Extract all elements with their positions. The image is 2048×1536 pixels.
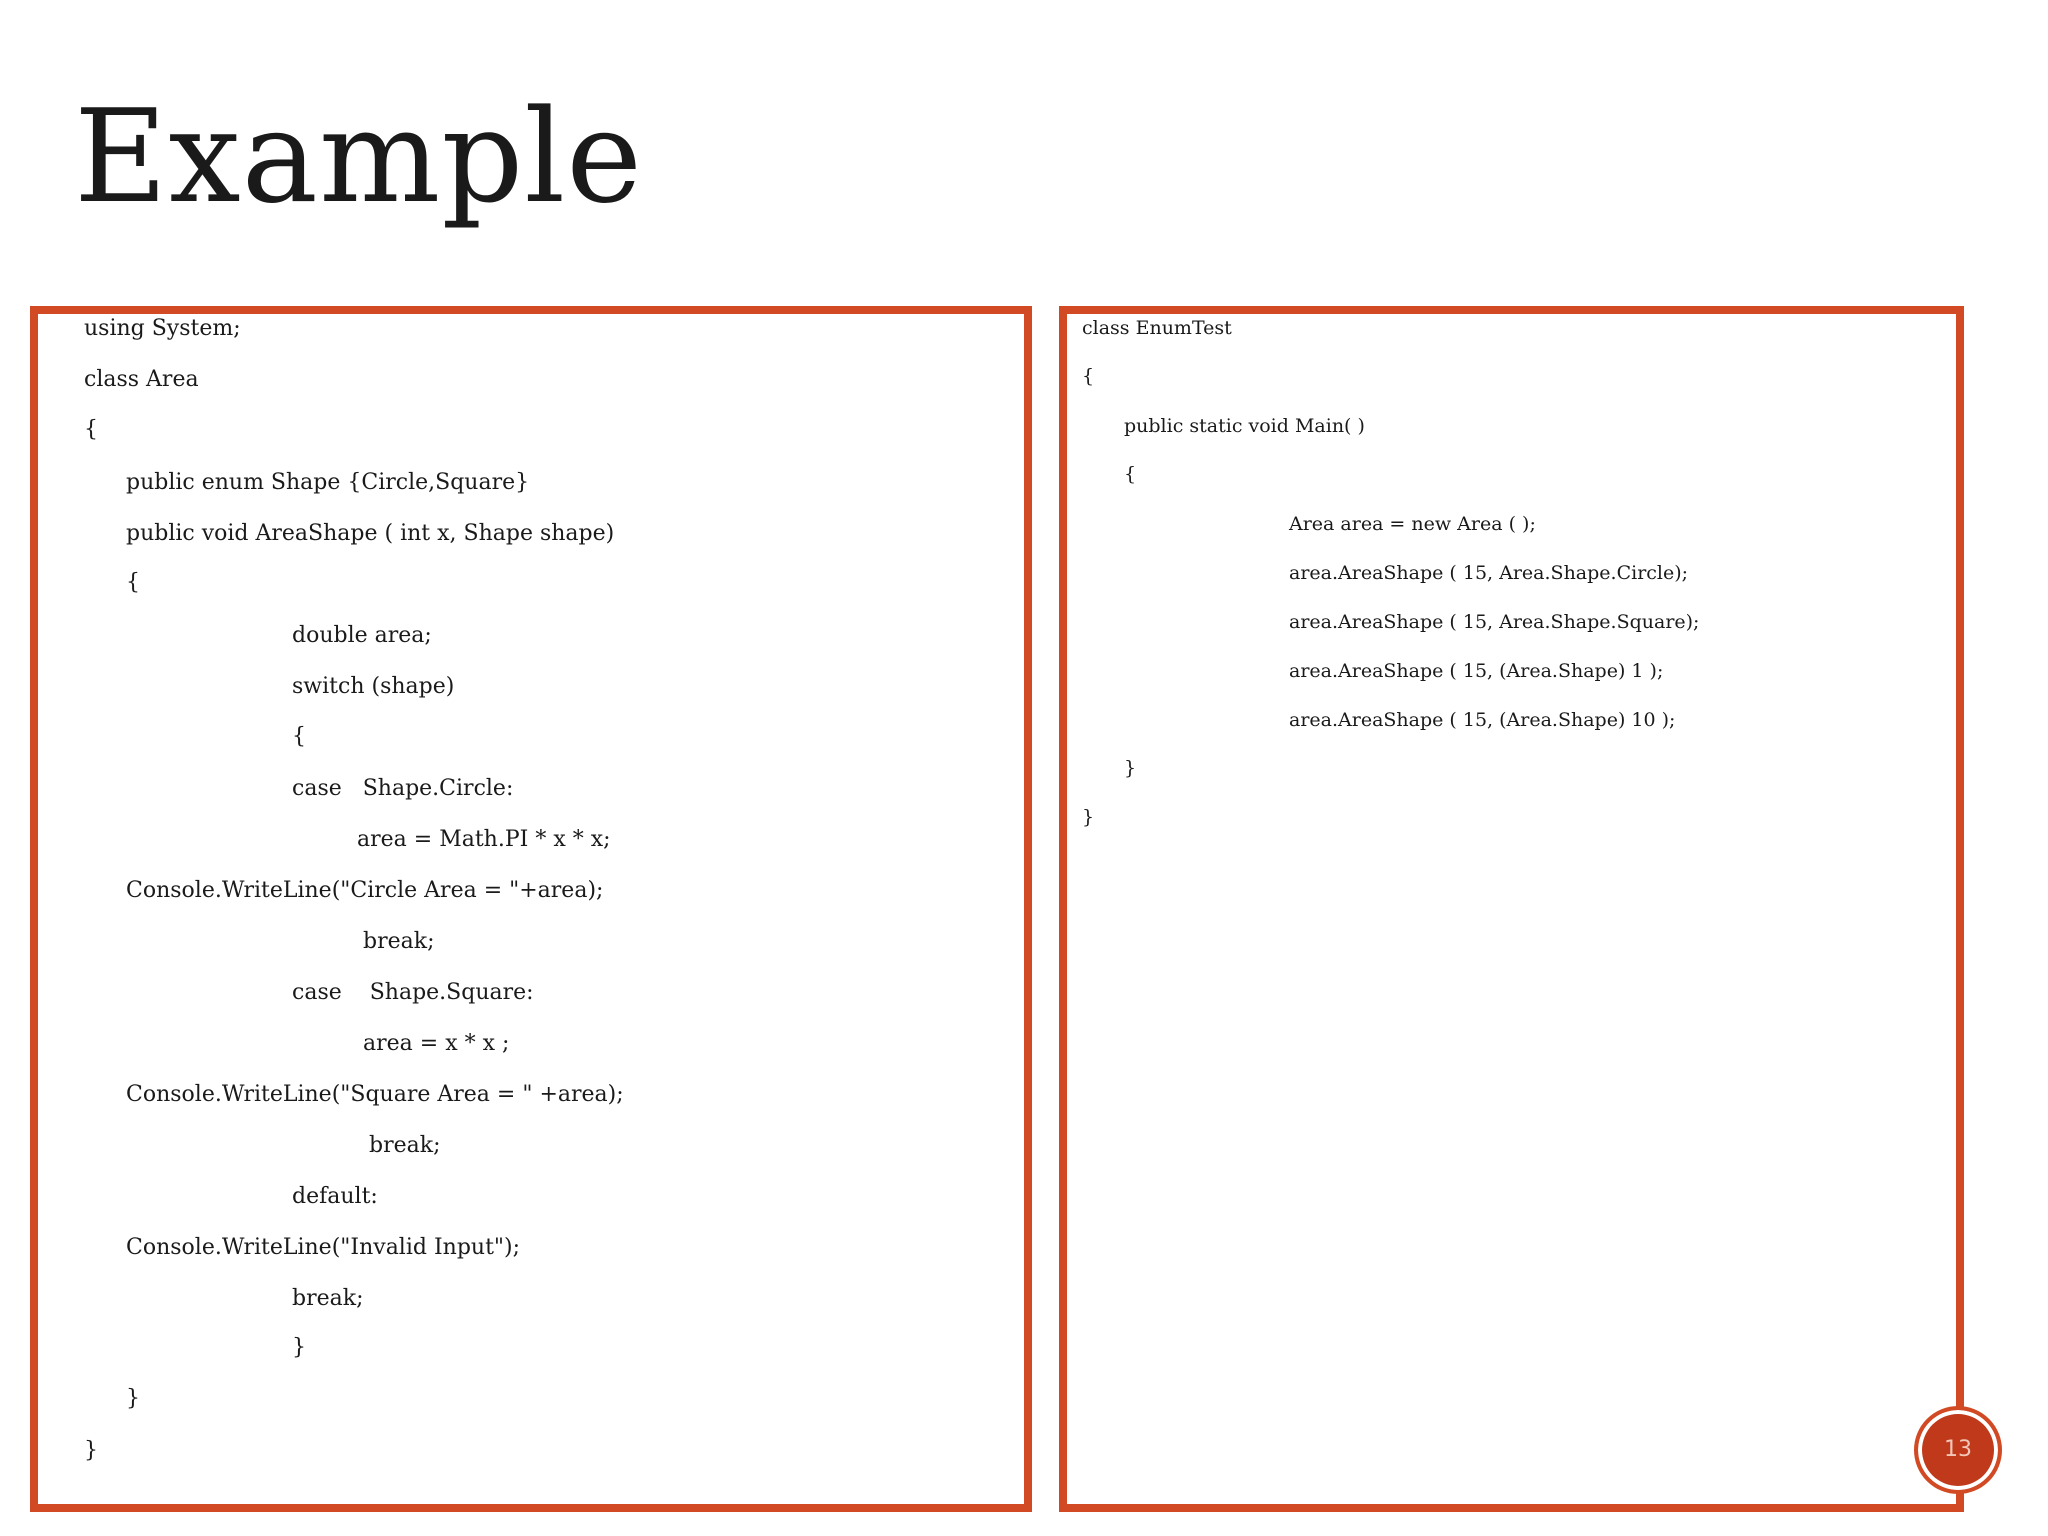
code-line: { [1124, 463, 1137, 485]
code-line: area = Math.PI * x * x; [357, 827, 611, 852]
code-line: { [292, 724, 306, 749]
code-line: { [1082, 365, 1095, 387]
code-line: Console.WriteLine("Invalid Input"); [126, 1235, 521, 1260]
slide-title: Example [74, 83, 643, 232]
left-code-panel [30, 306, 1032, 1512]
code-line: switch (shape) [292, 674, 455, 699]
code-line: } [84, 1438, 98, 1463]
code-line: case Shape.Circle: [292, 776, 514, 801]
code-line: double area; [292, 623, 432, 648]
code-line: } [1124, 757, 1137, 779]
code-line: Console.WriteLine("Circle Area = "+area); [126, 878, 604, 903]
code-line: break; [363, 929, 435, 954]
right-code-panel [1059, 306, 1964, 1512]
slide-number-badge: 13 [1914, 1406, 2002, 1494]
code-line: Area area = new Area ( ); [1289, 513, 1536, 535]
code-line: public void AreaShape ( int x, Shape shape) [126, 521, 615, 546]
code-line: { [126, 570, 140, 595]
code-line: { [84, 417, 98, 442]
code-line: } [126, 1386, 140, 1411]
code-line: using System; [84, 316, 241, 341]
code-line: area = x * x ; [363, 1031, 510, 1056]
code-line: public enum Shape {Circle,Square} [126, 470, 530, 495]
code-line: } [292, 1335, 306, 1360]
code-line: class EnumTest [1082, 317, 1232, 339]
code-line: area.AreaShape ( 15, Area.Shape.Square); [1289, 611, 1700, 633]
code-line: Console.WriteLine("Square Area = " +area); [126, 1082, 624, 1107]
code-line: area.AreaShape ( 15, (Area.Shape) 1 ); [1289, 660, 1664, 682]
code-line: case Shape.Square: [292, 980, 534, 1005]
code-line: } [1082, 806, 1095, 828]
code-line: area.AreaShape ( 15, (Area.Shape) 10 ); [1289, 709, 1676, 731]
code-line: break; [369, 1133, 441, 1158]
code-line: break; [292, 1286, 364, 1311]
code-line: area.AreaShape ( 15, Area.Shape.Circle); [1289, 562, 1689, 584]
code-line: default: [292, 1184, 378, 1209]
code-line: class Area [84, 367, 199, 392]
code-line: public static void Main( ) [1124, 415, 1365, 437]
